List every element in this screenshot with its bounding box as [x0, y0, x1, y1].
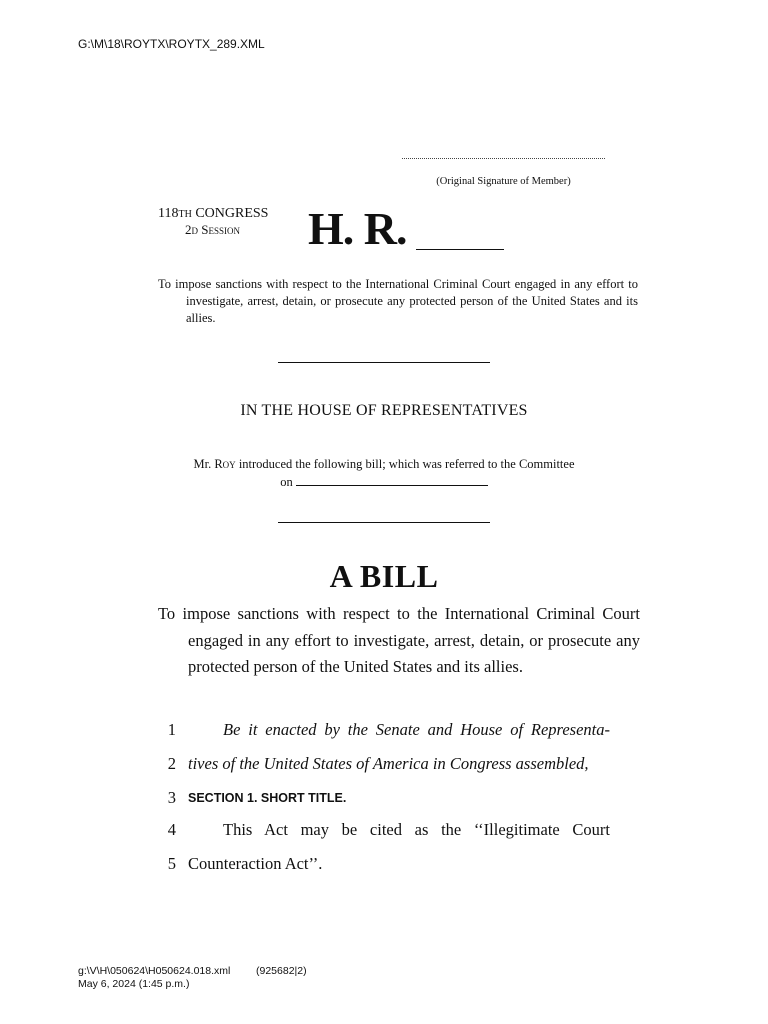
footer-date: May 6, 2024 (1:45 p.m.): [78, 978, 190, 990]
session-label: [185, 222, 240, 238]
line-number: 1: [167, 720, 176, 739]
footer-code: (925682|2): [256, 965, 307, 977]
file-path-header: G:\M\18\ROYTX\ROYTX_289.XML: [78, 37, 265, 51]
line-number: 2: [167, 754, 176, 773]
bill-line-3: [160, 788, 610, 812]
bill-line-1: [160, 720, 610, 744]
short-title-line-2: Counteraction Act’’.: [188, 854, 323, 873]
purpose-summary: To impose sanctions with respect to the International Criminal Court engaged in any effort to investigate, arrest, detain, or prosecute any protected person of the United States and its allies.: [158, 277, 638, 325]
section-title: SECTION 1. SHORT TITLE.: [188, 791, 347, 805]
session-number: 2: [185, 222, 192, 237]
enacting-clause-line-1: Be it enacted by the Senate and House of Representa-: [223, 720, 610, 739]
chamber-heading: IN THE HOUSE OF REPRESENTATIVES: [240, 402, 528, 419]
bill-heading: A BILL: [329, 558, 439, 594]
enacting-clause-line-2: tives of the United States of America in Congress assembled,: [188, 754, 589, 773]
bill-line-5: [160, 854, 610, 878]
session-word: Session: [201, 222, 240, 237]
bill-line-4: [160, 820, 610, 844]
sponsor-name: Roy: [214, 457, 236, 471]
session-suffix: d: [191, 222, 198, 237]
congress-suffix: th: [178, 206, 192, 221]
line-number: 4: [167, 820, 176, 839]
introduction-text: [160, 455, 608, 491]
bill-number-blank: [416, 249, 504, 250]
bill-purpose: To impose sanctions with respect to the International Criminal Court engaged in any effort to investigate, arrest, detain, or prosecute any protected person of the United States and its allies.: [158, 604, 640, 676]
bill-line-2: [160, 754, 610, 778]
sponsor-prefix: Mr.: [193, 457, 212, 471]
committee-blank: [296, 474, 488, 486]
short-title-line-1: This Act may be cited as the ‘‘Illegitimate Court: [223, 820, 610, 839]
divider-rule-bottom: [278, 522, 490, 523]
congress-number: 118: [158, 206, 179, 221]
bill-designation: H. R.: [308, 203, 407, 254]
signature-caption: (Original Signature of Member): [436, 176, 571, 187]
divider-rule-top: [278, 362, 490, 363]
committee-on-word: on: [280, 475, 293, 489]
footer-file: g:\V\H\050624\H050624.018.xml: [78, 965, 231, 977]
signature-line: [402, 158, 605, 159]
congress-label: [158, 206, 268, 221]
congress-word: CONGRESS: [195, 206, 269, 221]
introduction-body: introduced the following bill; which was referred to the Committee: [238, 457, 575, 471]
line-number: 5: [167, 854, 176, 873]
line-number: 3: [167, 788, 176, 807]
